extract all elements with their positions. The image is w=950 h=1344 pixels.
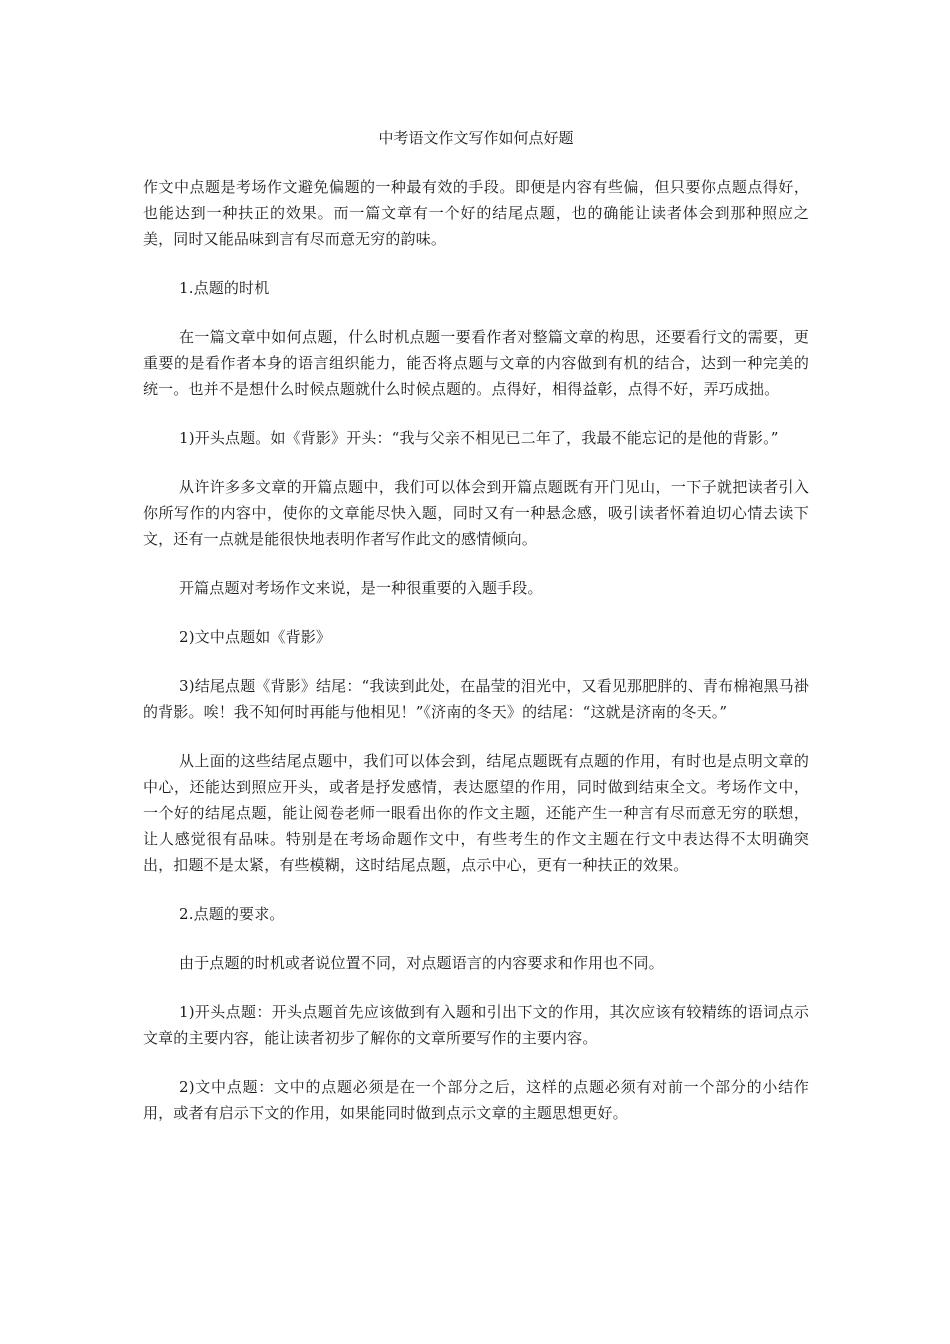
paragraph: 由于点题的时机或者说位置不同，对点题语言的内容要求和作用也不同。 [179, 954, 664, 972]
paragraph: 2.点题的要求。 [179, 905, 285, 923]
paragraph: 1)开头点题。如《背影》开头：“我与父亲不相见已二年了，我最不能忘记的是他的背影。” [179, 429, 779, 447]
paragraph: 1.点题的时机 [179, 279, 270, 297]
paragraph: 2)文中点题：文中的点题必须是在一个部分之后，这样的点题必须有对前一个部分的小结作用，或者有启示下文的作用，如果能同时做到点示文章的主题思想更好。 [143, 1078, 809, 1122]
document-title: 中考语文作文写作如何点好题 [378, 129, 574, 147]
paragraph: 在一篇文章中如何点题，什么时机点题一要看作者对整篇文章的构思，还要看行文的需要，更重要的是看作者本身的语言组织能力，能否将点题与文章的内容做到有机的结合，达到一种完美的统一。也并不是想什么时候点题就什么时候点题的。点得好，相得益彰，点得不好，弄巧成拙。 [143, 328, 809, 398]
paragraph: 1)开头点题：开头点题首先应该做到有入题和引出下文的作用，其次应该有较精练的语词点示文章的主要内容，能让读者初步了解你的文章所要写作的主要内容。 [143, 1003, 809, 1047]
paragraph: 从上面的这些结尾点题中，我们可以体会到，结尾点题既有点题的作用，有时也是点明文章的中心，还能达到照应开头，或者是抒发感情，表达愿望的作用，同时做到结束全文。考场作文中，一个好的结尾点题，能让阅卷老师一眼看出你的作文主题，还能产生一种言有尽而意无穷的联想，让人感觉很有品味。特别是在考场命题作文中，有些考生的作文主题在行文中表达得不太明确突出，扣题不是太紧，有些模糊，这时结尾点题，点示中心，更有一种扶正的效果。 [143, 752, 809, 874]
paragraph: 从许许多多文章的开篇点题中，我们可以体会到开篇点题既有开门见山，一下子就把读者引入你所写作的内容中，使你的文章能尽快入题，同时又有一种悬念感，吸引读者怀着迫切心情去读下文，还有一点就是能很快地表明作者写作此文的感情倾向。 [143, 478, 809, 548]
paragraph: 3)结尾点题《背影》结尾：“我读到此处，在晶莹的泪光中，又看见那肥胖的、青布棉袍黑马褂的背影。唉！我不知何时再能与他相见！”《济南的冬天》的结尾：“这就是济南的冬天。” [143, 677, 809, 721]
paragraph: 2)文中点题如《背影》 [179, 628, 332, 646]
document-body [143, 174, 809, 1149]
paragraph: 开篇点题对考场作文来说，是一种很重要的入题手段。 [179, 579, 543, 597]
paragraph: 作文中点题是考场作文避免偏题的一种最有效的手段。即便是内容有些偏，但只要你点题点得好，也能达到一种扶正的效果。而一篇文章有一个好的结尾点题，也的确能让读者体会到那种照应之美，同时又能品味到言有尽而意无穷的韵味。 [143, 178, 809, 248]
